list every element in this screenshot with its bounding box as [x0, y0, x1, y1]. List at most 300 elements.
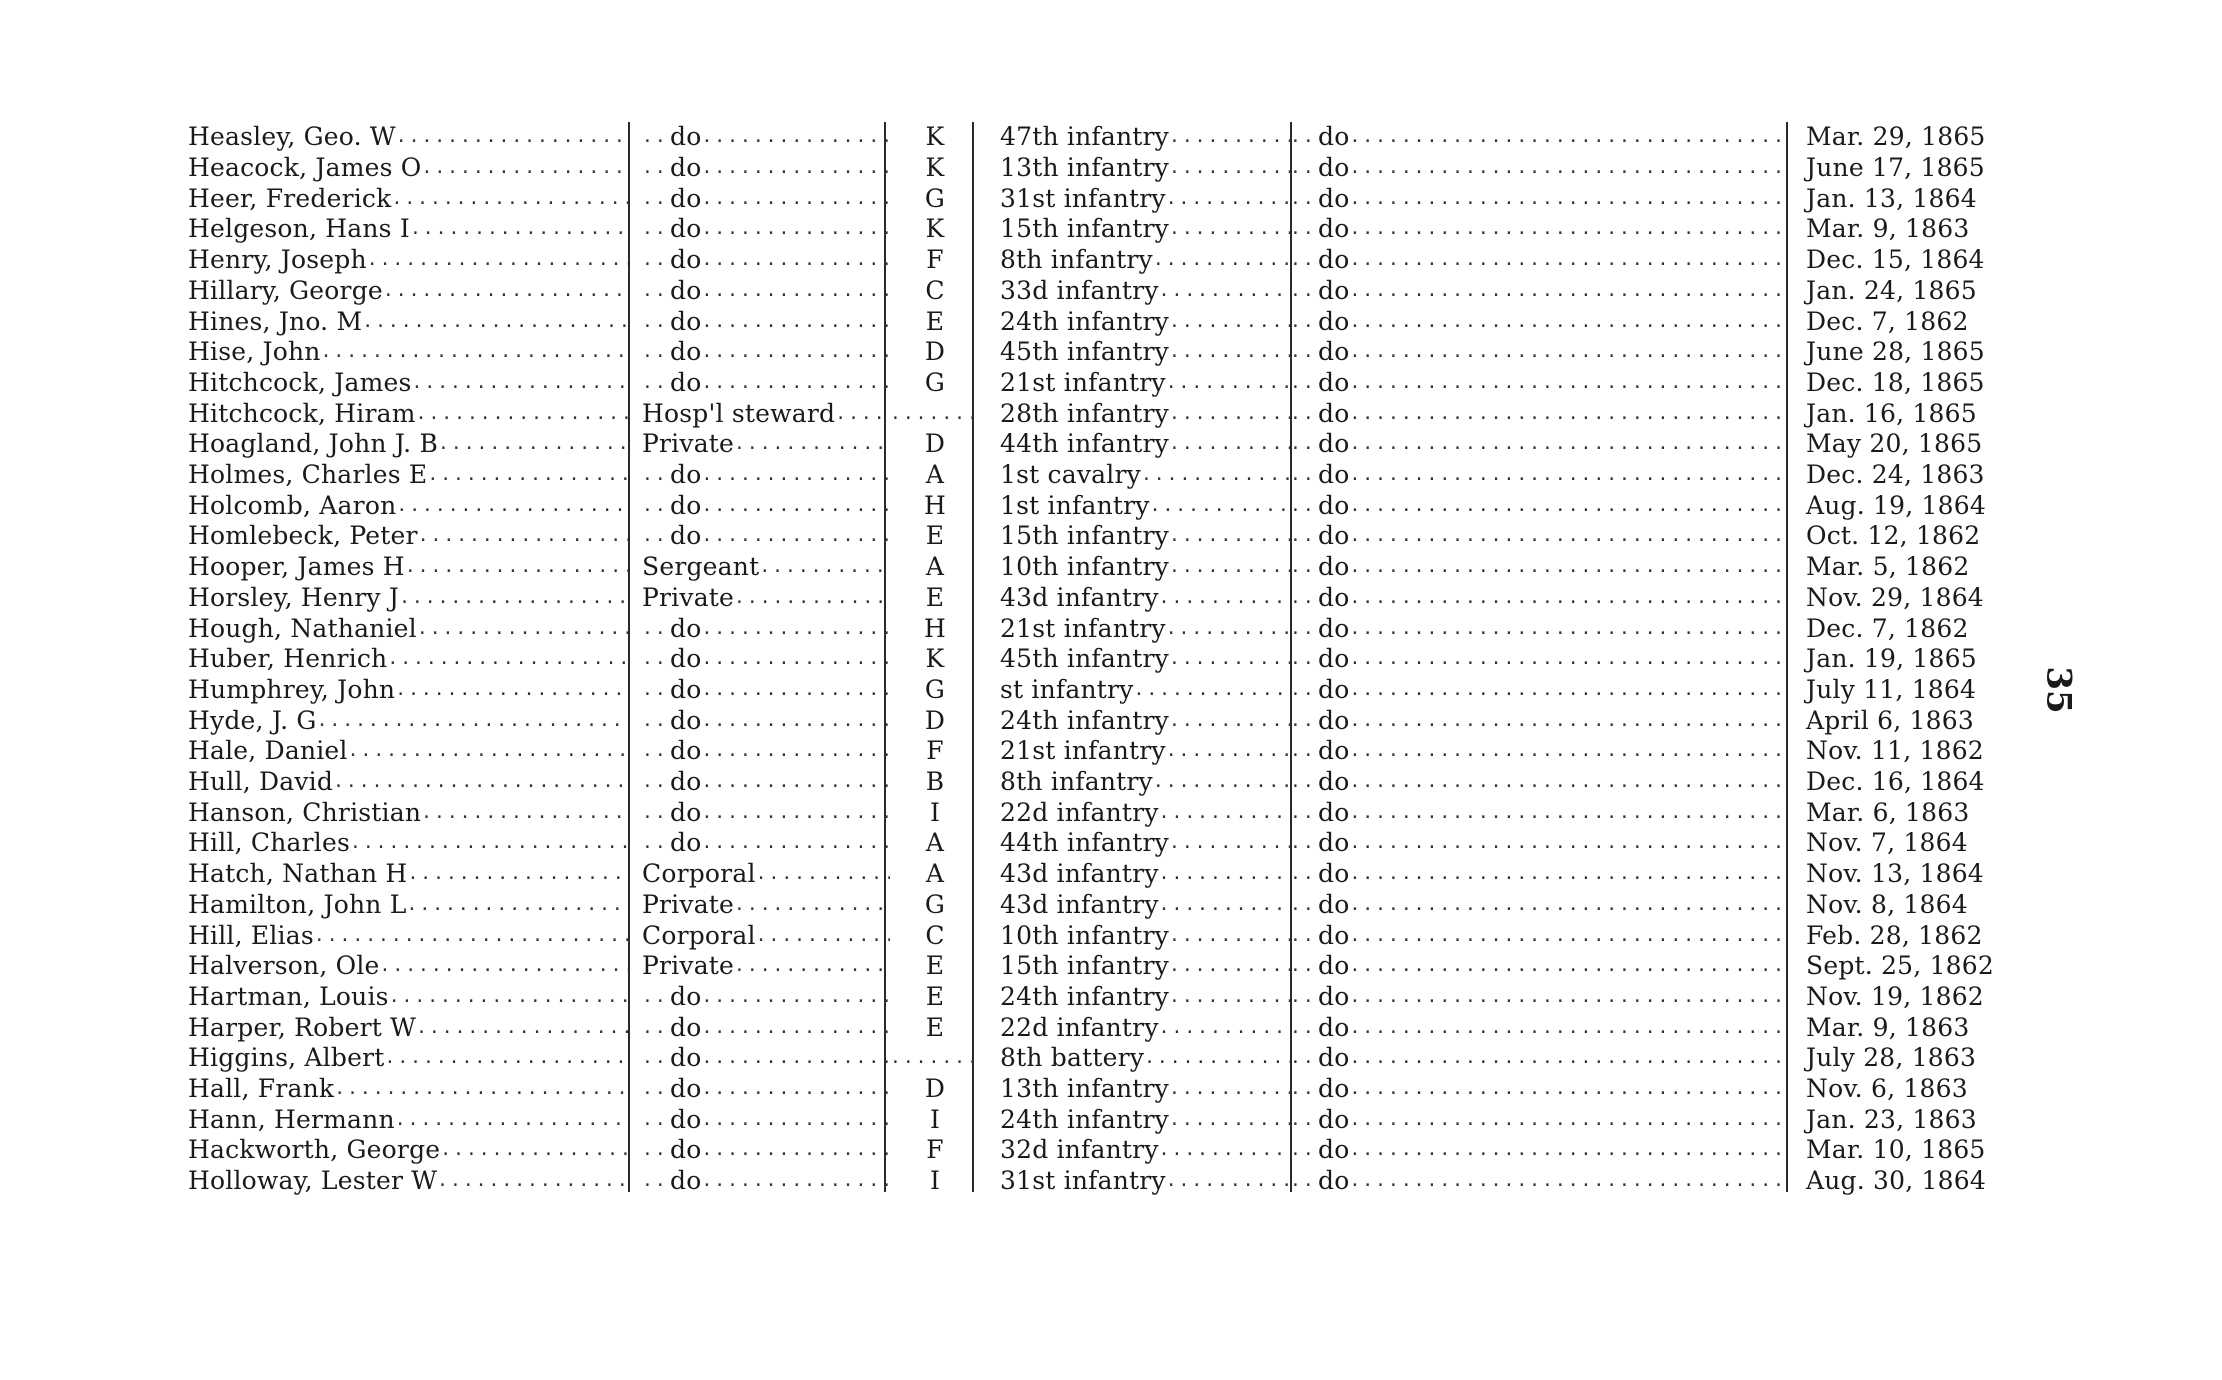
regiment: 43d infantry [1000, 889, 1159, 919]
discharge-date: Nov. 19, 1862 [1806, 981, 1984, 1011]
dot-leader [395, 1105, 628, 1135]
rank-cell [628, 183, 890, 214]
discharge-date: Mar. 10, 1865 [1806, 1135, 1986, 1165]
soldier-name-cell [188, 1104, 628, 1135]
soldier-name-cell [188, 1043, 628, 1074]
discharge-date-cell [1788, 183, 2018, 214]
discharge-date-cell [1788, 429, 2018, 460]
dot-leader [642, 1105, 670, 1135]
discharge-date: Dec. 15, 1864 [1806, 245, 1985, 275]
rank: do [670, 1043, 702, 1073]
dot-leader [642, 675, 670, 705]
status: do [1318, 367, 1350, 397]
discharge-date-cell [1788, 1104, 2018, 1135]
table-row [188, 306, 2018, 337]
dot-leader [1349, 307, 1788, 337]
discharge-date-cell [1788, 583, 2018, 614]
regiment-cell [980, 245, 1290, 276]
dot-leader [1349, 521, 1788, 551]
dot-leader [642, 184, 670, 214]
rank-cell [628, 368, 890, 399]
discharge-date: Nov. 11, 1862 [1806, 736, 1984, 766]
dot-leader [1349, 614, 1788, 644]
soldier-name: Hamilton, John L [188, 889, 407, 919]
company: E [925, 981, 945, 1011]
soldier-name: Hise, John [188, 337, 321, 367]
regiment-cell [980, 797, 1290, 828]
dot-leader [701, 644, 890, 674]
soldier-name: Holmes, Charles E [188, 460, 428, 490]
regiment-cell [980, 276, 1290, 307]
company-cell [890, 859, 980, 890]
regiment-cell [980, 521, 1290, 552]
table-row [188, 644, 2018, 675]
company: F [926, 1135, 944, 1165]
company: G [924, 889, 946, 919]
company: E [925, 582, 945, 612]
soldier-name: Hitchcock, James [188, 367, 412, 397]
dot-leader [1349, 276, 1788, 306]
dot-leader [642, 706, 670, 736]
soldier-name: Holloway, Lester W [188, 1166, 438, 1196]
soldier-name: Hann, Hermann [188, 1104, 395, 1134]
company: B [925, 767, 945, 797]
dot-leader [1290, 921, 1318, 951]
regiment-cell [980, 1135, 1290, 1166]
rank-cell [628, 521, 890, 552]
dot-leader [438, 429, 628, 459]
company: D [924, 1074, 946, 1104]
rank-cell [628, 429, 890, 460]
status-cell [1290, 1104, 1788, 1135]
dot-leader [756, 921, 890, 951]
dot-leader [701, 337, 890, 367]
status: do [1318, 1043, 1350, 1073]
soldier-name-cell [188, 183, 628, 214]
table-row [188, 1012, 2018, 1043]
company-cell [890, 1074, 980, 1105]
dot-leader [1349, 798, 1788, 828]
rank: do [670, 767, 702, 797]
dot-leader [1150, 491, 1290, 521]
dot-leader [642, 798, 670, 828]
soldier-name-cell [188, 1166, 628, 1197]
dot-leader [1290, 859, 1318, 889]
status: do [1318, 859, 1350, 889]
regiment: 24th infantry [1000, 1104, 1169, 1134]
dot-leader [701, 1043, 890, 1073]
dot-leader [701, 828, 890, 858]
dot-leader [437, 1166, 628, 1196]
company-cell [890, 552, 980, 583]
rank: do [670, 245, 702, 275]
status: do [1318, 1135, 1350, 1165]
status-cell [1290, 368, 1788, 399]
dot-leader [1144, 1043, 1290, 1073]
discharge-date-cell [1788, 982, 2018, 1013]
status-cell [1290, 890, 1788, 921]
dot-leader [701, 798, 890, 828]
rank: do [670, 1074, 702, 1104]
discharge-date: July 11, 1864 [1806, 674, 1977, 704]
dot-leader [1290, 675, 1318, 705]
status-cell [1290, 675, 1788, 706]
rank-cell [628, 552, 890, 583]
dot-leader [1169, 521, 1290, 551]
dot-leader [1169, 706, 1290, 736]
status: do [1318, 582, 1350, 612]
status-cell [1290, 1043, 1788, 1074]
regiment: 1st cavalry [1000, 460, 1141, 490]
dot-leader [642, 767, 670, 797]
dot-leader [701, 491, 890, 521]
status-cell [1290, 245, 1788, 276]
dot-leader [1349, 1043, 1788, 1073]
dot-leader [416, 399, 628, 429]
soldier-name: Hillary, George [188, 275, 383, 305]
company: H [923, 613, 946, 643]
dot-leader [1349, 583, 1788, 613]
soldier-name-cell [188, 644, 628, 675]
dot-leader [440, 1135, 628, 1165]
status: do [1318, 490, 1350, 520]
dot-leader [701, 122, 890, 152]
dot-leader [701, 368, 890, 398]
soldier-name: Heacock, James O [188, 153, 422, 183]
soldier-name: Hyde, J. G [188, 705, 317, 735]
regiment: 33d infantry [1000, 275, 1159, 305]
regiment-cell [980, 1012, 1290, 1043]
dot-leader [1290, 1043, 1318, 1073]
dot-leader [1349, 552, 1788, 582]
regiment-cell [980, 1104, 1290, 1135]
dot-leader [701, 1105, 890, 1135]
regiment: 15th infantry [1000, 951, 1169, 981]
dot-leader [1349, 828, 1788, 858]
status-cell [1290, 306, 1788, 337]
status: do [1318, 736, 1350, 766]
dot-leader [1349, 1074, 1788, 1104]
company: G [924, 183, 946, 213]
dot-leader [1349, 1105, 1788, 1135]
dot-leader [642, 1166, 670, 1196]
dot-leader [407, 859, 628, 889]
regiment: 44th infantry [1000, 828, 1169, 858]
status-cell [1290, 214, 1788, 245]
dot-leader [1290, 122, 1318, 152]
soldier-name: Huber, Henrich [188, 644, 388, 674]
table-row [188, 153, 2018, 184]
soldier-name-cell [188, 122, 628, 153]
rank: Private [642, 889, 735, 919]
company-cell [890, 245, 980, 276]
dot-leader [395, 675, 628, 705]
rank-cell [628, 613, 890, 644]
rank-cell [628, 490, 890, 521]
status: do [1318, 767, 1350, 797]
dot-leader [405, 552, 628, 582]
dot-leader [1349, 1135, 1788, 1165]
dot-leader [1159, 890, 1290, 920]
table-row [188, 214, 2018, 245]
status: do [1318, 644, 1350, 674]
status-cell [1290, 705, 1788, 736]
company-cell [890, 183, 980, 214]
rank: do [670, 306, 702, 336]
regiment: 31st infantry [1000, 183, 1166, 213]
dot-leader [701, 1135, 890, 1165]
company-cell [890, 1166, 980, 1197]
company: D [924, 429, 946, 459]
dot-leader [734, 951, 890, 981]
status: do [1318, 828, 1350, 858]
dot-leader [1290, 552, 1318, 582]
company: E [925, 306, 945, 336]
regiment-cell [980, 982, 1290, 1013]
rank-cell [628, 859, 890, 890]
dot-leader [1349, 153, 1788, 183]
company: E [925, 951, 945, 981]
status: do [1318, 889, 1350, 919]
rank-cell [628, 736, 890, 767]
rank: do [670, 736, 702, 766]
rank-cell [628, 644, 890, 675]
table-row [188, 460, 2018, 491]
status: do [1318, 398, 1350, 428]
status: do [1318, 460, 1350, 490]
company-cell [890, 122, 980, 153]
status-cell [1290, 337, 1788, 368]
company-cell [890, 736, 980, 767]
rank-cell [628, 951, 890, 982]
company: K [925, 122, 945, 152]
rank: do [670, 705, 702, 735]
dot-leader [1169, 337, 1290, 367]
status-cell [1290, 951, 1788, 982]
dot-leader [1290, 1105, 1318, 1135]
regiment-cell [980, 552, 1290, 583]
regiment-cell [980, 337, 1290, 368]
soldier-name-cell [188, 920, 628, 951]
company-cell [890, 1012, 980, 1043]
discharge-date: Aug. 19, 1864 [1806, 490, 1986, 520]
company-cell [890, 306, 980, 337]
regiment-cell [980, 1074, 1290, 1105]
company: A [925, 552, 945, 582]
company-cell [890, 583, 980, 614]
dot-leader [1349, 184, 1788, 214]
rank-cell [628, 705, 890, 736]
dot-leader [1166, 1166, 1290, 1196]
table-row [188, 859, 2018, 890]
dot-leader [1166, 614, 1290, 644]
dot-leader [396, 122, 628, 152]
soldier-name: Heasley, Geo. W [188, 122, 396, 152]
dot-leader [412, 368, 628, 398]
rank: do [670, 674, 702, 704]
discharge-date-cell [1788, 920, 2018, 951]
status: do [1318, 674, 1350, 704]
regiment-cell [980, 951, 1290, 982]
rank-cell [628, 122, 890, 153]
table-row [188, 490, 2018, 521]
status-cell [1290, 1135, 1788, 1166]
dot-leader [1159, 1135, 1290, 1165]
table-row [188, 675, 2018, 706]
dot-leader [1290, 491, 1318, 521]
company: D [924, 705, 946, 735]
dot-leader [642, 644, 670, 674]
soldier-name: Halverson, Ole [188, 951, 380, 981]
rank-cell [628, 920, 890, 951]
dot-leader [1159, 1013, 1290, 1043]
status-cell [1290, 521, 1788, 552]
discharge-date: Nov. 13, 1864 [1806, 859, 1984, 889]
dot-leader [734, 583, 890, 613]
dot-leader [642, 1043, 670, 1073]
dot-leader [1159, 583, 1290, 613]
discharge-date-cell [1788, 153, 2018, 184]
status: do [1318, 981, 1350, 1011]
dot-leader [1349, 122, 1788, 152]
rank-cell [628, 890, 890, 921]
discharge-date-cell [1788, 521, 2018, 552]
soldier-name: Hull, David [188, 767, 334, 797]
status: do [1318, 337, 1350, 367]
company: F [926, 736, 944, 766]
status-cell [1290, 644, 1788, 675]
regiment-cell [980, 644, 1290, 675]
dot-leader [422, 153, 629, 183]
regiment: 22d infantry [1000, 797, 1159, 827]
dot-leader [1290, 736, 1318, 766]
regiment: 24th infantry [1000, 981, 1169, 1011]
status: do [1318, 521, 1350, 551]
dot-leader [642, 214, 670, 244]
company: I [929, 797, 941, 827]
soldier-name-cell [188, 705, 628, 736]
dot-leader [642, 460, 670, 490]
regiment-cell [980, 920, 1290, 951]
dot-leader [1290, 460, 1318, 490]
rank-cell [628, 982, 890, 1013]
dot-leader [701, 1074, 890, 1104]
status-cell [1290, 1012, 1788, 1043]
table-row [188, 276, 2018, 307]
soldier-name: Hitchcock, Hiram [188, 398, 416, 428]
company-cell [890, 398, 980, 429]
rank-cell [628, 245, 890, 276]
company: I [929, 1104, 941, 1134]
dot-leader [1290, 583, 1318, 613]
dot-leader [1159, 798, 1290, 828]
discharge-date-cell [1788, 797, 2018, 828]
regiment: 44th infantry [1000, 429, 1169, 459]
dot-leader [321, 337, 628, 367]
dot-leader [701, 245, 890, 275]
regiment-cell [980, 490, 1290, 521]
soldier-name-cell [188, 675, 628, 706]
rank: do [670, 337, 702, 367]
company: A [925, 828, 945, 858]
dot-leader [642, 1013, 670, 1043]
dot-leader [642, 982, 670, 1012]
soldier-name: Hill, Charles [188, 828, 350, 858]
rank: Private [642, 429, 735, 459]
soldier-name-cell [188, 552, 628, 583]
discharge-date-cell [1788, 767, 2018, 798]
dot-leader [1290, 982, 1318, 1012]
dot-leader [642, 1074, 670, 1104]
table-row [188, 122, 2018, 153]
discharge-date: Dec. 7, 1862 [1806, 306, 1969, 336]
table-row [188, 767, 2018, 798]
table-row [188, 1104, 2018, 1135]
status: do [1318, 429, 1350, 459]
status: do [1318, 797, 1350, 827]
regiment-cell [980, 368, 1290, 399]
status: do [1318, 1074, 1350, 1104]
company-cell [890, 705, 980, 736]
regiment: 21st infantry [1000, 613, 1166, 643]
discharge-date: Jan. 16, 1865 [1806, 398, 1977, 428]
table-row [188, 951, 2018, 982]
soldier-name: Henry, Joseph [188, 245, 367, 275]
rank: do [670, 1012, 702, 1042]
discharge-date: Mar. 29, 1865 [1806, 122, 1986, 152]
dot-leader [1290, 1166, 1318, 1196]
regiment: 15th infantry [1000, 521, 1169, 551]
dot-leader [1290, 214, 1318, 244]
discharge-date: Jan. 23, 1863 [1806, 1104, 1977, 1134]
soldier-name-cell [188, 1074, 628, 1105]
dot-leader [1290, 767, 1318, 797]
regiment-cell [980, 736, 1290, 767]
rank-cell [628, 1012, 890, 1043]
rank: do [670, 153, 702, 183]
dot-leader [642, 828, 670, 858]
discharge-date-cell [1788, 245, 2018, 276]
dot-leader [1349, 491, 1788, 521]
company-cell [890, 644, 980, 675]
status-cell [1290, 153, 1788, 184]
dot-leader [1290, 521, 1318, 551]
discharge-date-cell [1788, 644, 2018, 675]
regiment: 21st infantry [1000, 736, 1166, 766]
discharge-date-cell [1788, 337, 2018, 368]
dot-leader [642, 614, 670, 644]
dot-leader [701, 460, 890, 490]
table-row [188, 828, 2018, 859]
company-cell [890, 1135, 980, 1166]
status-cell [1290, 828, 1788, 859]
status: do [1318, 153, 1350, 183]
soldier-name: Hatch, Nathan H [188, 859, 408, 889]
discharge-date: Feb. 28, 1862 [1806, 920, 1983, 950]
company-cell [890, 368, 980, 399]
dot-leader [1349, 460, 1788, 490]
regiment-cell [980, 828, 1290, 859]
status: do [1318, 183, 1350, 213]
regiment: 22d infantry [1000, 1012, 1159, 1042]
status-cell [1290, 122, 1788, 153]
soldier-name: Hartman, Louis [188, 981, 389, 1011]
table-row [188, 736, 2018, 767]
table-row [188, 245, 2018, 276]
discharge-date: July 28, 1863 [1806, 1043, 1977, 1073]
discharge-date-cell [1788, 552, 2018, 583]
soldier-name-cell [188, 1012, 628, 1043]
